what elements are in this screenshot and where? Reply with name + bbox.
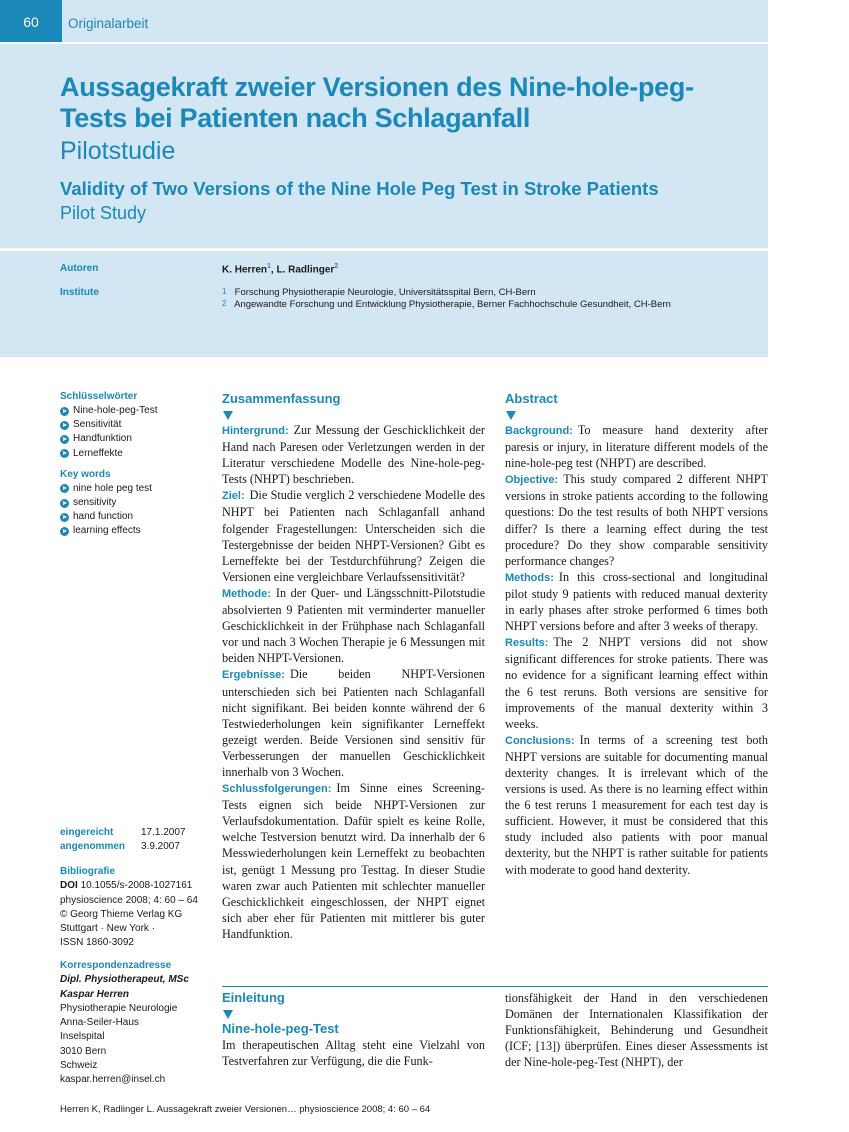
bibliography: [60, 865, 210, 951]
section-text: Die beiden NHPT-Versionen unterschieden sich bei Patienten nach Schlaganfall nicht signifikant. Bei beiden konnte während der 6 Testwiederholungen kein signifikanter Lerneffekt gezeigt werden. Beide Versionen sind sensitiv für Verbesserungen der manuellen Geschicklichkeit innerhalb von 3 Wochen.: [222, 667, 485, 779]
section-text: To measure hand dexterity after paresis or injury, in literature different models of the nine-hole-peg test (NHPT) are described.: [505, 423, 768, 471]
keyword-text: hand function: [73, 511, 134, 523]
institute-text: Angewandte Forschung und Entwicklung Physiotherapie, Berner Fachhochschule Gesundheit, CH-Bern: [234, 299, 671, 310]
address-line: Anna-Seiler-Haus: [60, 1017, 139, 1029]
abstract-section: [505, 422, 768, 471]
received-label: eingereicht: [60, 827, 114, 838]
keywords-de-heading: Schlüsselwörter: [60, 391, 138, 402]
triangle-down-icon: [223, 411, 233, 420]
section-label: Conclusions:: [505, 734, 575, 747]
section-text: The 2 NHPT versions did not show significant differences for stroke patients. There was no evidence for a significant learning effect within the 6 test reruns. Both versions are sensitive for improvements of the manual dexterity within 3 weeks.: [505, 635, 768, 731]
received-date: 17.1.2007: [141, 827, 186, 838]
keyword-item: [60, 510, 210, 524]
abstract-en-heading: Abstract: [505, 391, 558, 406]
author-separator: ,: [270, 264, 277, 276]
keyword-item: [60, 482, 210, 496]
abstract-section: [222, 666, 485, 780]
keyword-text: Handfunktion: [73, 433, 132, 445]
arrow-bullet-icon: [60, 484, 69, 493]
author-affil-sup: 2: [334, 263, 339, 270]
keyword-text: nine hole peg test: [73, 482, 152, 494]
journal-citation: physioscience 2008; 4: 60 – 64: [60, 894, 198, 906]
section-text: In der Quer- und Längsschnitt-Pilotstudie absolvierten 9 Patienten mit verminderter manueller Geschicklichkeit in der Frühphase nach Schlaganfall vor und nach 3 Wochen Therapie je 6 Messungen mit beiden NHPT-Versionen.: [222, 585, 485, 666]
keyword-item: [60, 496, 210, 510]
keywords-sidebar: [60, 391, 210, 547]
subtitle-english: Pilot Study: [60, 203, 147, 223]
abstract-section: [222, 487, 485, 585]
title-english: Validity of Two Versions of the Nine Hole Peg Test in Stroke Patients: [60, 178, 659, 199]
copyright-line: © Georg Thieme Verlag KG: [60, 908, 183, 920]
arrow-bullet-icon: [60, 527, 69, 536]
accepted-label: angenommen: [60, 841, 126, 852]
institute-item: [222, 287, 536, 298]
section-label: Schlussfolgerungen:: [222, 783, 332, 796]
section-label: Methods:: [505, 571, 554, 584]
title-box: [0, 42, 768, 248]
abstract-section: [222, 422, 485, 487]
citation-footer: Herren K, Radlinger L. Aussagekraft zweier Versionen… physioscience 2008; 4: 60 – 64: [60, 1104, 431, 1115]
abstract-section: [505, 634, 768, 732]
arrow-bullet-icon: [60, 449, 69, 458]
introduction-heading: Einleitung: [222, 990, 285, 1005]
introduction-left: [222, 990, 485, 1069]
title-german: Aussagekraft zweier Versionen des Nine-hole-peg-Tests bei Patienten nach Schlaganfall: [60, 72, 694, 133]
triangle-down-icon: [506, 411, 516, 420]
german-abstract: [222, 391, 485, 942]
introduction-subheading: Nine-hole-peg-Test: [222, 1021, 339, 1036]
section-text: This study compared 2 different NHPT versions in stroke patients according to the following questions: Do the test results of both NHPT versions differ? Is there a learning effect during the test procedure? Do they show comparable sensitivity performance changes?: [505, 472, 768, 568]
institutes-label: Institute: [60, 287, 99, 298]
abstract-section: [222, 780, 485, 942]
abstract-section: [505, 569, 768, 634]
keyword-text: sensitivity: [73, 497, 117, 509]
address-line: 3010 Bern: [60, 1045, 107, 1057]
section-label: Methode:: [222, 587, 271, 600]
introduction-right: tionsfähigkeit der Hand in den verschiedenen Domänen der Internationalen Klassifikation der Funktionsfähigkeit, Behinderung und Gesundheit (ICF; [13]) überprüfen. Eines dieser Assessments ist der Nine-hole-peg-Test (NHPT), der: [505, 991, 768, 1070]
section-text: In terms of a screening test both NHPT versions are suitable for documenting manual dexterity changes. It is irrelevant which of the versions is used. As there is no learning effect within the 6 test reruns 1 measurement for each test day is sufficient. However, it must be considered that this study included also patients with poor manual dexterity, but the NHPT is rather suitable for patients with moderate to good hand dexterity.: [505, 732, 768, 877]
address-line: Schweiz: [60, 1060, 98, 1072]
correspondence-address: [60, 959, 210, 1088]
doi-value: 10.1055/s-2008-1027161: [80, 880, 193, 892]
introduction-text: Im therapeutischen Alltag steht eine Vielzahl von Testverfahren zur Verfügung, die die Funk-: [222, 1038, 485, 1069]
arrow-bullet-icon: [60, 421, 69, 430]
section-divider: [222, 986, 768, 987]
section-text: Zur Messung der Geschicklichkeit der Hand nach Paresen oder Verletzungen werden in der Literatur verschiedene Modelle des Nine-hole-peg-Tests (NHPT) beschrieben.: [222, 423, 485, 487]
institute-number: 2: [222, 299, 227, 308]
author-affil-sup: 1: [267, 263, 271, 270]
keyword-text: Sensitivität: [73, 419, 122, 431]
english-abstract: [505, 391, 768, 878]
arrow-bullet-icon: [60, 435, 69, 444]
triangle-down-icon: [223, 1010, 233, 1019]
section-label: Objective:: [505, 474, 559, 487]
keywords-en-list: [60, 482, 210, 539]
keyword-item: [60, 432, 210, 446]
address-line: Physiotherapie Neurologie: [60, 1002, 178, 1014]
section-text: In this cross-sectional and longitudinal pilot study 9 patients with reduced manual dexterity in early phases after stroke performed 6 times both NHPT versions before and after 3 weeks of therapy.: [505, 569, 768, 634]
section-text: Die Studie verglich 2 verschiedene Modelle des NHPT bei Patienten nach Schlaganfall anhand folgender Fragestellungen: Unterscheiden sich die Testergebnisse der beiden NHPT-Versionen? Gibt es Lerneffekte bei der Testdurchführung? Zeigen die Versionen eine vergleichbare Verlaufssensitivität?: [222, 488, 485, 584]
authors-label: Autoren: [60, 263, 99, 274]
keyword-text: learning effects: [73, 525, 141, 537]
section-label: Hintergrund:: [222, 425, 289, 437]
submission-dates: [60, 826, 186, 854]
subtitle-german: Pilotstudie: [60, 137, 176, 165]
arrow-bullet-icon: [60, 407, 69, 416]
author-name: L. Radlinger: [276, 264, 335, 276]
bibliography-heading: Bibliografie: [60, 866, 116, 877]
email-address: kaspar.herren@insel.ch: [60, 1074, 166, 1086]
section-label: Results:: [505, 637, 549, 650]
keyword-text: Lerneffekte: [73, 447, 123, 459]
keyword-text: Nine-hole-peg-Test: [73, 405, 158, 416]
issn: ISSN 1860-3092: [60, 937, 134, 949]
section-text: Im Sinne eines Screening-Tests eignen sich beide NHPT-Versionen zur Verlaufsdokumentation. Dafür spielt es keine Rolle, welche Testversion benutzt wird. Da innerhalb der 6 Messwiederholungen kein Lerneffekt zu beobachten ist, genügt 1 Messung pro Testtag. In dieser Studie waren zwar auch Patienten mit schlechter manueller Geschicklichkeit eingeschlossen, der NHPT eignet sich aber eher für Patienten mit mittlerer bis guter Handfunktion.: [222, 781, 485, 941]
arrow-bullet-icon: [60, 499, 69, 508]
author-box: [0, 250, 768, 357]
arrow-bullet-icon: [60, 513, 69, 522]
author-list: [222, 263, 338, 275]
doi-label: DOI: [60, 880, 78, 892]
address-line: Inselspital: [60, 1031, 105, 1043]
page-number: 60: [0, 0, 62, 42]
abstract-section: [222, 585, 485, 666]
abstract-section: [505, 732, 768, 878]
institute-item: [222, 299, 671, 310]
abstract-de-heading: Zusammenfassung: [222, 391, 341, 406]
section-label: Ziel:: [222, 490, 245, 503]
accepted-date: 3.9.2007: [141, 841, 180, 852]
abstract-section: [505, 471, 768, 569]
keyword-item: [60, 524, 210, 538]
correspondent-name: Kaspar Herren: [60, 988, 129, 1000]
institute-number: 1: [222, 287, 227, 296]
keywords-de-list: [60, 404, 210, 461]
publisher-place: Stuttgart · New York ·: [60, 923, 156, 935]
correspondence-heading: Korrespondenzadresse: [60, 960, 172, 971]
author-name: K. Herren: [222, 264, 268, 276]
institute-text: Forschung Physiotherapie Neurologie, Universitätsspital Bern, CH-Bern: [234, 287, 536, 298]
keywords-en-heading: Key words: [60, 468, 111, 480]
correspondent-title: Dipl. Physiotherapeut, MSc: [60, 974, 189, 986]
section-label: Originalarbeit: [68, 16, 149, 31]
section-label: Background:: [505, 425, 573, 437]
keyword-item: [60, 418, 210, 432]
keyword-item: [60, 404, 210, 418]
section-label: Ergebnisse:: [222, 669, 285, 682]
keyword-item: [60, 447, 210, 461]
